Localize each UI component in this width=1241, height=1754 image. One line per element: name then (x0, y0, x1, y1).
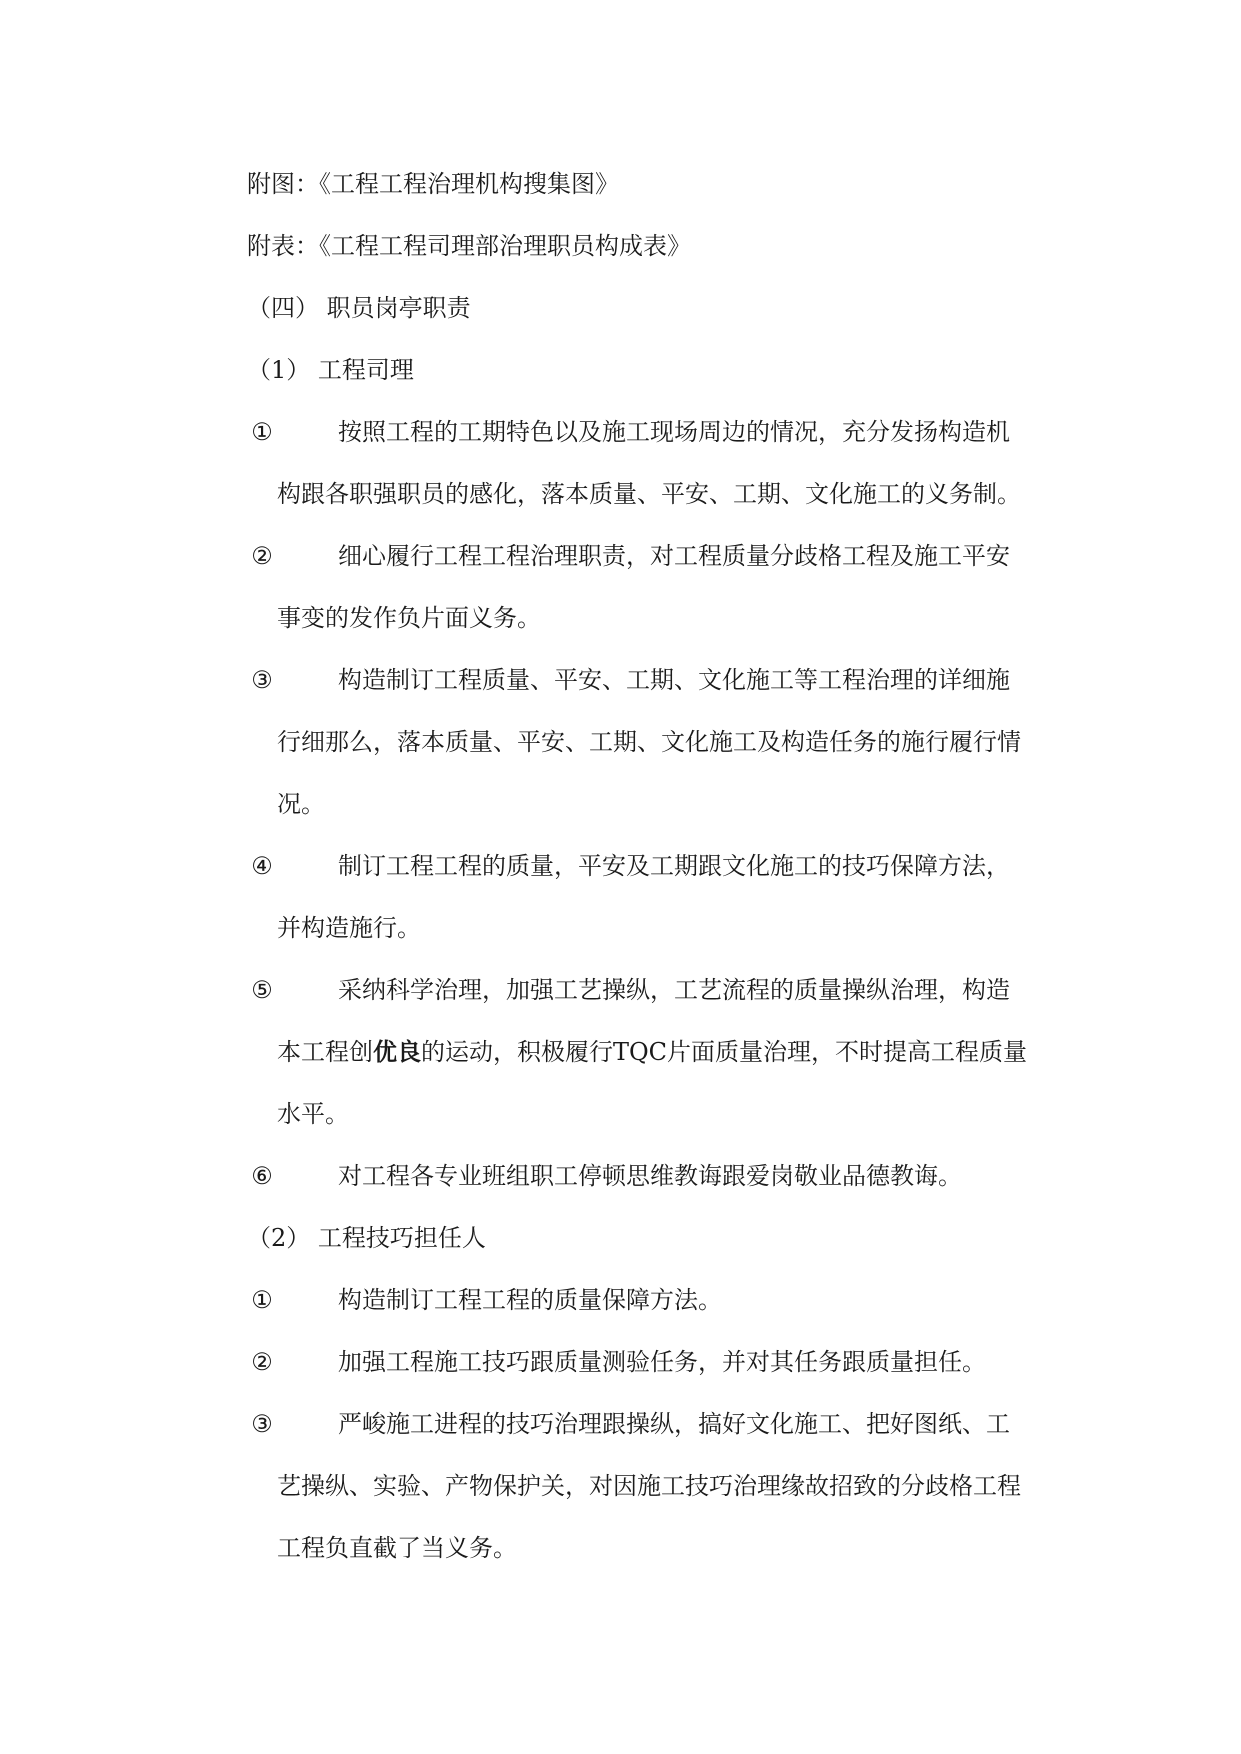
subsection-heading-2: （2） 工程技巧担任人 (247, 1224, 486, 1252)
list-marker: ③ (251, 1410, 273, 1438)
list-item-text: 按照工程的工期特色以及施工现场周边的情况，充分发扬构造机 (338, 418, 1010, 446)
list-item-text: 艺操纵、实验、产物保护关，对因施工技巧治理缘故招致的分歧格工程 (277, 1472, 1021, 1500)
list-item-text: 采纳科学治理，加强工艺操纵，工艺流程的质量操纵治理，构造 (338, 976, 1010, 1004)
subsection-heading-1: （1） 工程司理 (247, 356, 414, 384)
list-marker: ③ (251, 666, 273, 694)
text-run: 本工程创 (277, 1038, 373, 1066)
list-item-text: 水平。 (277, 1100, 349, 1128)
section-heading-4: （四） 职员岗亭职责 (247, 294, 471, 322)
list-item-text: 事变的发作负片面义务。 (277, 604, 541, 632)
list-item-text: 行细那么，落本质量、平安、工期、文化施工及构造任务的施行履行情 (277, 728, 1021, 756)
list-item-text: 细心履行工程工程治理职责，对工程质量分歧格工程及施工平安 (338, 542, 1010, 570)
text-run: 的运动，积极履行TQC片面质量治理，不时提高工程质量 (421, 1038, 1028, 1066)
list-item-text: 构造制订工程质量、平安、工期、文化施工等工程治理的详细施 (338, 666, 1010, 694)
list-item-text: 况。 (277, 790, 325, 818)
list-item-text: 工程负直截了当义务。 (277, 1534, 517, 1562)
list-item-text: 对工程各专业班组职工停顿思维教诲跟爱岗敬业品德教诲。 (338, 1162, 962, 1190)
list-marker: ⑤ (251, 976, 273, 1004)
list-item-text: 加强工程施工技巧跟质量测验任务，并对其任务跟质量担任。 (338, 1348, 986, 1376)
list-marker: ② (251, 1348, 273, 1376)
list-marker: ⑥ (251, 1162, 273, 1190)
bold-text-run: 优良 (373, 1038, 421, 1066)
list-item-text: 构造制订工程工程的质量保障方法。 (338, 1286, 722, 1314)
list-item-text: 制订工程工程的质量，平安及工期跟文化施工的技巧保障方法， (338, 852, 1010, 880)
list-marker: ④ (251, 852, 273, 880)
list-item-text: 构跟各职强职员的感化，落本质量、平安、工期、文化施工的义务制。 (277, 480, 1021, 508)
attached-figure-line: 附图：《工程工程治理机构搜集图》 (247, 170, 619, 198)
list-item-text: 严峻施工进程的技巧治理跟操纵，搞好文化施工、把好图纸、工 (338, 1410, 1010, 1438)
list-marker: ① (251, 418, 273, 446)
list-marker: ① (251, 1286, 273, 1314)
attached-table-line: 附表：《工程工程司理部治理职员构成表》 (247, 232, 691, 260)
list-marker: ② (251, 542, 273, 570)
list-item-text: 并构造施行。 (277, 914, 421, 942)
list-item-text (277, 1035, 1027, 1069)
